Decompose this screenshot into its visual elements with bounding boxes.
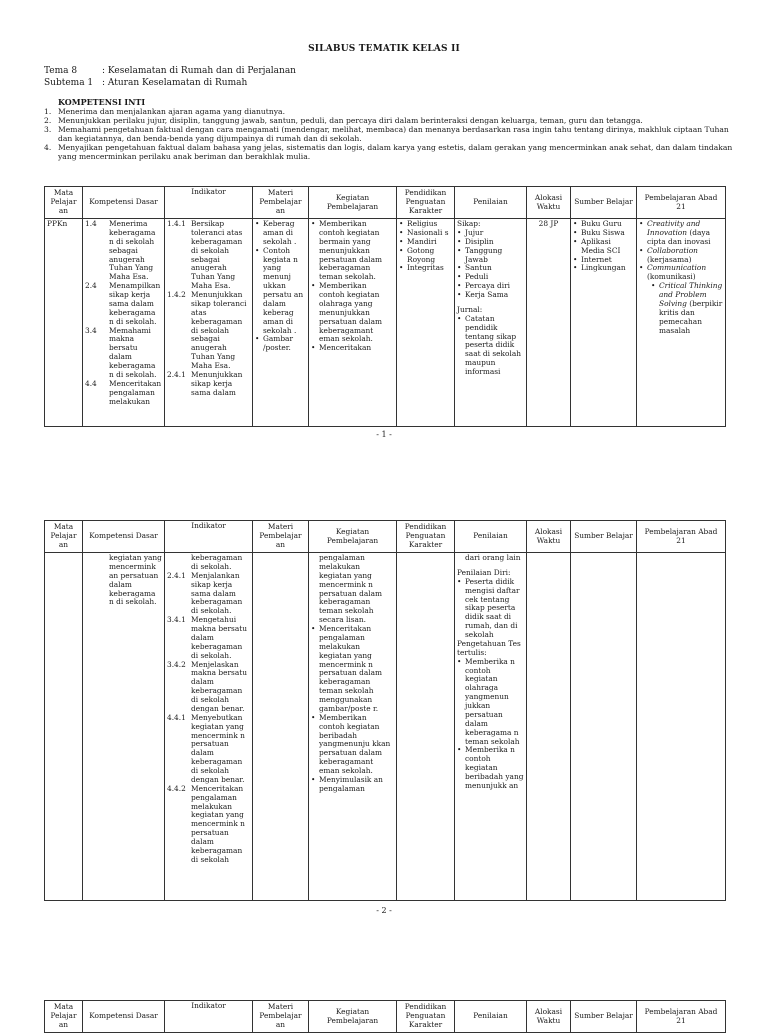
header-kegiatan: Kegiatan Pembelajaran <box>309 187 397 219</box>
kegiatan-item: • Memberikan contoh kegiatan olahraga yang menunjukkan persatuan dalam keberagamant eman sekolah. <box>311 282 394 344</box>
ki-number: 4. <box>44 142 52 152</box>
header-abad21: Pembelajaran Abad 21 <box>637 187 726 219</box>
kd-text: kegiatan yang mencermink an persatuan dalam keberagama n di sekolah. <box>109 553 162 607</box>
ki-number: 2. <box>44 115 52 125</box>
sikap-item: • Santun <box>457 264 524 273</box>
header-sumber: Sumber Belajar <box>571 521 637 553</box>
header-penilaian: Penilaian <box>455 1001 527 1033</box>
indikator-text: Mengetahui makna bersatu dalam keberagaman di sekolah. <box>191 615 247 660</box>
header-abad21: Pembelajaran Abad 21 <box>637 1001 726 1033</box>
header-karakter: Pendidikan Penguatan Karakter <box>397 1001 455 1033</box>
abad21-en: Creativity and Innovation <box>647 219 701 237</box>
sikap-item: • Percaya diri <box>457 282 524 291</box>
silabus-table-page-2 <box>44 520 726 901</box>
indikator-item <box>167 220 250 291</box>
kegiatan-item: • Menceritakan pengalaman melakukan kegiatan yang mencermink n persatuan dalam keberagaman teman sekolah menggunakan gambar/poste r. <box>311 625 394 714</box>
header-karakter: Pendidikan Penguatan Karakter <box>397 521 455 553</box>
cell-kd <box>83 219 165 427</box>
indikator-code: 3.4.1 <box>167 615 186 625</box>
tema-value: : Keselamatan di Rumah dan di Perjalanan <box>102 66 296 76</box>
jurnal-label: Jurnal: <box>457 304 483 314</box>
header-sumber: Sumber Belajar <box>571 187 637 219</box>
cell-kd <box>83 553 165 901</box>
indikator-item <box>167 371 250 398</box>
sumber-item: • Buku Siswa <box>573 229 634 238</box>
indikator-item <box>167 616 250 660</box>
sikap-label: Sikap: <box>457 219 481 228</box>
tema-label: Tema 8 <box>44 66 78 76</box>
pengetahuan-label: Pengetahuan Tes tertulis: <box>457 638 521 657</box>
cell-indikator <box>165 553 253 901</box>
indikator-item <box>167 661 250 714</box>
header-mapel: Mata Pelajar an <box>45 521 83 553</box>
kompetensi-inti-heading: KOMPETENSI INTI <box>58 97 146 107</box>
penilaian-text: dari orang lain <box>465 553 521 562</box>
table-header-row <box>45 1001 726 1033</box>
sumber-item: • Buku Guru <box>573 220 634 229</box>
karakter-item: • Integritas <box>399 264 452 273</box>
ki-text: Memahami pengetahuan faktual dengan cara mengamati (mendengar, melihat, membaca) dan menanya berdasarkan rasa ingin tahu tentang dirinya, makhluk ciptaan Tuhan dan kegiatannya, dan benda-benda yang dijumpainya di rumah dan di sekolah. <box>58 124 729 143</box>
indikator-text: Menjalankan sikap kerja sama dalam keberagaman di sekolah. <box>191 570 243 616</box>
kd-code: 4.4 <box>85 378 97 388</box>
kd-code: 2.4 <box>85 281 97 291</box>
cell-sumber <box>571 553 637 901</box>
abad21-en: Critical Thinking and Problem Solving <box>659 281 723 308</box>
header-mapel: Mata Pelajar an <box>45 1001 83 1033</box>
cell-materi <box>253 553 309 901</box>
kegiatan-item: • Memberikan contoh kegiatan beribadah yangmenunju kkan persatuan dalam keberagamant eman sekolah. <box>311 714 394 776</box>
sumber-item: • Aplikasi Media SCI <box>573 238 634 256</box>
materi-item: • Keberag aman di sekolah . <box>255 220 306 247</box>
penilaian-diri-item: • Peserta didik mengisi daftar cek tentang sikap peserta didik saat di rumah, dan di sekolah <box>457 578 524 640</box>
ki-text: Menyajikan pengetahuan faktual dalam bahasa yang jelas, sistematis dan logis, dalam karya yang estetis, dalam gerakan yang mencerminkan anak sehat, dan dalam tindakan yang mencerminkan perilaku anak beriman dan berakhlak mulia. <box>58 142 733 161</box>
ki-item <box>44 126 734 144</box>
kompetensi-inti-list <box>44 108 734 162</box>
sumber-item: • Lingkungan <box>573 264 634 273</box>
ki-number: 1. <box>44 107 52 116</box>
sikap-item: • Jujur <box>457 229 524 238</box>
cell-abad21 <box>637 553 726 901</box>
cell-mapel <box>45 553 83 901</box>
kd-text: Memahami makna bersatu dalam keberagama n di sekolah. <box>109 325 157 379</box>
kd-text: Menceritakan pengalaman melakukan <box>109 378 162 406</box>
abad21-en: Communication <box>647 263 707 273</box>
kd-item <box>85 327 162 380</box>
sumber-item: • Internet <box>573 256 634 265</box>
sikap-item: • Disiplin <box>457 238 524 247</box>
indikator-text: Menyebutkan kegiatan yang mencermink n persatuan dalam keberagaman di sekolah dengan benar. <box>191 712 245 784</box>
indikator-text: Menceritakan pengalaman melakukan kegiatan yang mencermink n persatuan dalam keberagaman di sekolah <box>191 783 245 864</box>
indikator-text: Bersikap toleranci atas keberagaman di sekolah sebagai anugerah Tuhan Yang Maha Esa. <box>191 219 243 291</box>
header-alokasi: Alokasi Waktu <box>527 521 571 553</box>
abad21-id: (berpikir kritis dan pemecahan masalah <box>659 298 723 335</box>
abad21-item <box>639 220 723 247</box>
indikator-code: 1.4.1 <box>167 219 186 228</box>
abad21-en: Collaboration <box>647 245 698 255</box>
cell-mapel: PPKn <box>45 219 83 427</box>
table-header-row <box>45 521 726 553</box>
sikap-item: • Tanggung Jawab <box>457 247 524 265</box>
header-penilaian: Penilaian <box>455 521 527 553</box>
indikator-code: 2.4.1 <box>167 570 186 580</box>
subtema-line <box>44 78 247 89</box>
materi-item: • Contoh kegiata n yang menunj ukkan persatu an dalam keberag aman di sekolah . <box>255 247 306 336</box>
header-penilaian: Penilaian <box>455 187 527 219</box>
header-kegiatan: Kegiatan Pembelajaran <box>309 521 397 553</box>
header-sumber: Sumber Belajar <box>571 1001 637 1033</box>
header-alokasi: Alokasi Waktu <box>527 1001 571 1033</box>
cell-penilaian <box>455 553 527 901</box>
kegiatan-item: • Menyimulasik an pengalaman <box>311 776 394 794</box>
cell-abad21 <box>637 219 726 427</box>
table-row <box>45 553 726 901</box>
penilaian-diri-label: Penilaian Diri: <box>457 567 511 577</box>
indikator-text: Menjelaskan makna bersatu dalam keberagaman di sekolah dengan benar. <box>191 659 247 713</box>
document-title: SILABUS TEMATIK KELAS II <box>308 44 460 54</box>
kegiatan-item: • Memberikan contoh kegiatan bermain yang menunjukkan persatuan dalam keberagaman teman sekolah. <box>311 220 394 282</box>
ki-number: 3. <box>44 124 52 134</box>
abad21-item <box>639 247 723 265</box>
header-materi: Materi Pembelajar an <box>253 1001 309 1033</box>
page-2 <box>0 470 768 1000</box>
sikap-item: • Kerja Sama <box>457 291 524 300</box>
kd-item <box>85 282 162 326</box>
tema-line <box>44 66 296 77</box>
indikator-item <box>167 291 250 371</box>
kd-code: 1.4 <box>85 219 97 228</box>
indikator-code: 3.4.2 <box>167 659 186 669</box>
kd-code: 3.4 <box>85 325 97 335</box>
ki-text: Menunjukkan perilaku jujur, disiplin, tanggung jawab, santun, peduli, dan percaya diri dalam berinteraksi dengan keluarga, teman, guru dan tetangga. <box>58 115 643 125</box>
cell-alokasi: 28 JP <box>527 219 571 427</box>
silabus-table-page-3 <box>44 1000 726 1033</box>
page-1 <box>0 0 768 470</box>
page-number: - 1 - <box>376 430 392 439</box>
ki-item <box>44 144 734 162</box>
kd-text: Menampilkan sikap kerja sama dalam keberagama n di sekolah. <box>109 281 161 326</box>
header-kd: Kompetensi Dasar <box>83 521 165 553</box>
header-alokasi: Alokasi Waktu <box>527 187 571 219</box>
abad21-sub-item <box>651 282 723 335</box>
kegiatan-text: pengalaman melakukan kegiatan yang mencermink n persatuan dalam keberagaman teman sekolah secara lisan. <box>319 553 382 625</box>
header-indikator: Indikator <box>165 187 253 219</box>
karakter-item: • Gotong Royong <box>399 247 452 265</box>
sikap-item: • Peduli <box>457 273 524 282</box>
cell-kegiatan <box>309 219 397 427</box>
cell-materi <box>253 219 309 427</box>
karakter-item: • Religius <box>399 220 452 229</box>
ki-text: Menerima dan menjalankan ajaran agama yang dianutnya. <box>58 107 285 116</box>
subtema-label: Subtema 1 <box>44 78 94 88</box>
karakter-item: • Nasionali s <box>399 229 452 238</box>
page-3 <box>0 1000 768 1029</box>
indikator-item <box>167 714 250 785</box>
indikator-text: keberagaman di sekolah. <box>191 553 243 571</box>
cell-karakter <box>397 219 455 427</box>
karakter-item: • Mandiri <box>399 238 452 247</box>
cell-sumber <box>571 219 637 427</box>
cell-indikator <box>165 219 253 427</box>
abad21-item <box>639 264 723 335</box>
header-kd: Kompetensi Dasar <box>83 187 165 219</box>
header-mapel: Mata Pelajar an <box>45 187 83 219</box>
indikator-item <box>167 785 250 865</box>
header-kd: Kompetensi Dasar <box>83 1001 165 1033</box>
kd-text: Menerima keberagama n di sekolah sebagai anugerah Tuhan Yang Maha Esa. <box>109 219 156 282</box>
header-indikator: Indikator <box>165 1001 253 1033</box>
header-kegiatan: Kegiatan Pembelajaran <box>309 1001 397 1033</box>
kd-item <box>85 220 162 282</box>
kegiatan-item: • Menceritakan <box>311 344 394 353</box>
table-header-row <box>45 187 726 219</box>
jurnal-item: • Catatan pendidik tentang sikap peserta didik saat di sekolah maupun informasi <box>457 315 524 377</box>
cell-alokasi <box>527 553 571 901</box>
header-karakter: Pendidikan Penguatan Karakter <box>397 187 455 219</box>
table-row <box>45 219 726 427</box>
kd-item <box>85 380 162 407</box>
header-materi: Materi Pembelajar an <box>253 521 309 553</box>
header-indikator: Indikator <box>165 521 253 553</box>
abad21-id: (kerjasama) <box>647 254 692 264</box>
silabus-table-page-1 <box>44 186 726 427</box>
indikator-code: 1.4.2 <box>167 290 186 299</box>
cell-kegiatan <box>309 553 397 901</box>
pengetahuan-item: • Memberika n contoh kegiatan olahraga yangmenun jukkan persatuan dalam keberagama n teman sekolah <box>457 658 524 747</box>
subtema-value: : Aturan Keselamatan di Rumah <box>102 78 248 88</box>
indikator-text: Menunjukkan sikap toleranci atas keberagaman di sekolah sebagai anugerah Tuhan Yang Maha Esa. <box>191 290 247 370</box>
cell-karakter <box>397 553 455 901</box>
indikator-code: 2.4.1 <box>167 369 186 379</box>
indikator-code: 4.4.1 <box>167 712 186 722</box>
materi-item: • Gambar /poster. <box>255 335 306 353</box>
indikator-text: Menunjukkan sikap kerja sama dalam <box>191 369 243 397</box>
cell-penilaian <box>455 219 527 427</box>
header-abad21: Pembelajaran Abad 21 <box>637 521 726 553</box>
abad21-id: (komunikasi) <box>647 272 696 282</box>
indikator-item <box>167 572 250 616</box>
page-number: - 2 - <box>376 906 392 915</box>
indikator-code: 4.4.2 <box>167 783 186 793</box>
abad21-id: (daya cipta dan inovasi <box>647 227 711 246</box>
header-materi: Materi Pembelajar an <box>253 187 309 219</box>
pengetahuan-item: • Memberika n contoh kegiatan beribadah yang menunjukk an <box>457 746 524 790</box>
